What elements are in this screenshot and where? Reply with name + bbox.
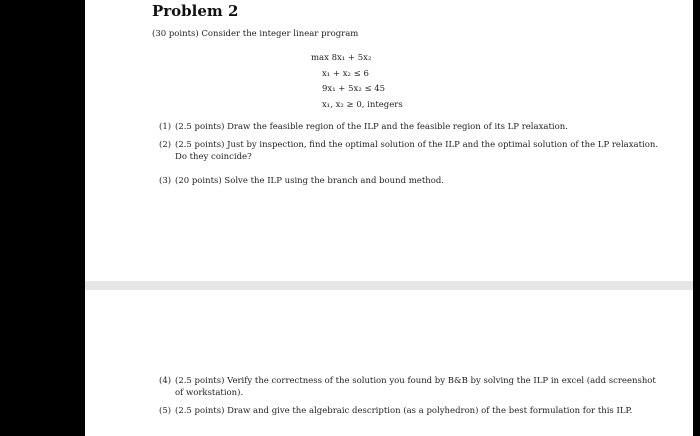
item-number: (1): [159, 122, 172, 132]
question-item-3: [159, 176, 659, 188]
domain-constraint: x₁, x₂ ≥ 0, integers: [322, 99, 403, 110]
problem-title: Problem 2: [152, 2, 239, 20]
page-gap: [85, 281, 693, 290]
document-page-2: [85, 290, 693, 436]
question-item-5: [159, 406, 659, 418]
item-number: (3): [159, 176, 172, 186]
objective: max 8x₁ + 5x₂: [311, 53, 372, 63]
linear-program: [311, 51, 403, 113]
item-number: (4): [159, 376, 172, 386]
item-text: (20 points) Solve the ILP using the branch and bound method.: [175, 176, 444, 186]
item-number: (2): [159, 140, 172, 150]
question-item-4: [159, 376, 659, 399]
question-item-1: [159, 122, 659, 134]
item-text: (2.5 points) Just by inspection, find the optimal solution of the ILP and the optimal solution of the LP relaxation. Do they coincide?: [175, 140, 659, 162]
item-text: (2.5 points) Verify the correctness of the solution you found by B&B by solving the ILP in excel (add screenshot of workstation).: [175, 376, 656, 398]
document-page-1: [85, 0, 693, 281]
question-item-2: [159, 140, 659, 163]
item-text: (2.5 points) Draw the feasible region of the ILP and the feasible region of its LP relaxation.: [175, 122, 568, 132]
constraint-2: 9x₁ + 5x₂ ≤ 45: [322, 84, 386, 94]
item-text: (2.5 points) Draw and give the algebraic description (as a polyhedron) of the best formulation for this ILP.: [175, 406, 633, 416]
problem-intro: (30 points) Consider the integer linear program: [152, 29, 359, 39]
constraint-1: x₁ + x₂ ≤ 6: [322, 68, 369, 79]
item-number: (5): [159, 406, 172, 416]
